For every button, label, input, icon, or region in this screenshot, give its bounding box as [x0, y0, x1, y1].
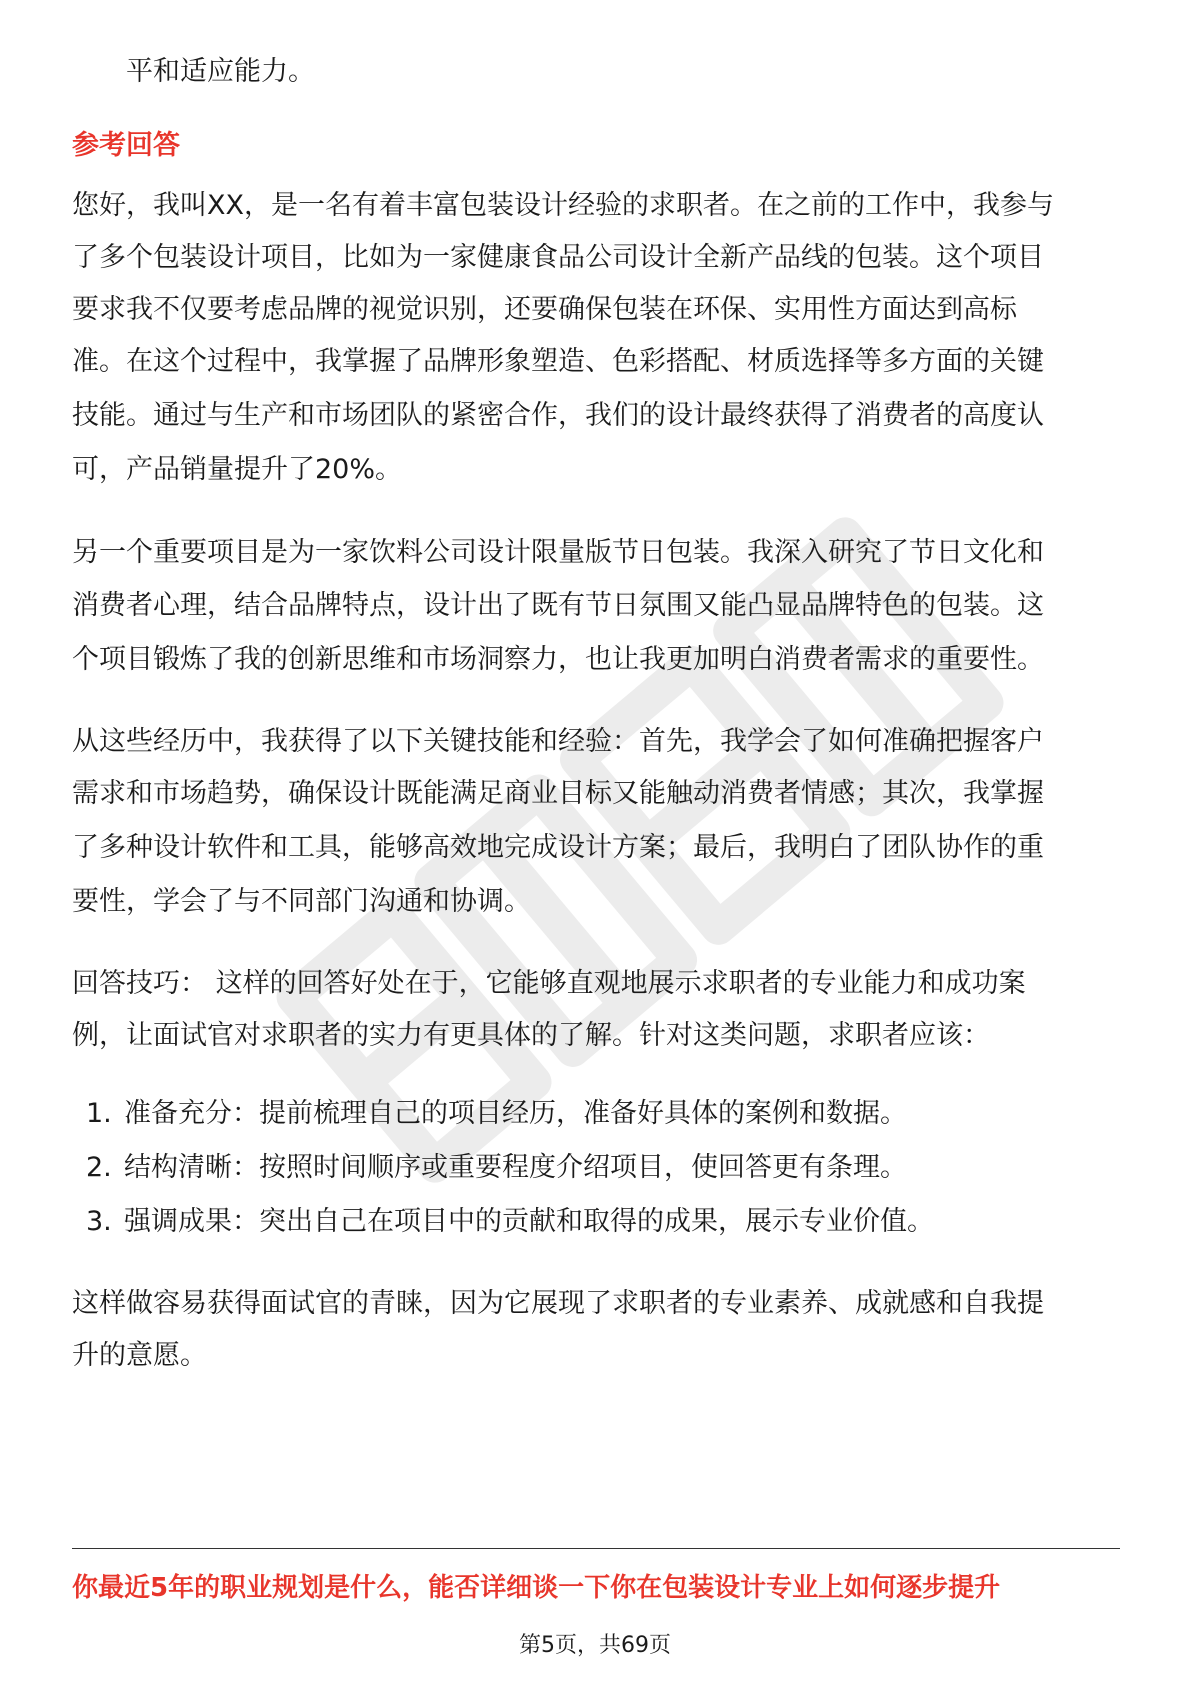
list-item	[86, 1194, 934, 1250]
paragraph-line: 个项目锻炼了我的创新思维和市场洞察力，也让我更加明白消费者需求的重要性。	[72, 644, 1044, 675]
paragraph-line: 回答技巧： 这样的回答好处在于，它能够直观地展示求职者的专业能力和成功案	[72, 968, 1026, 999]
paragraph-line: 升的意愿。	[72, 1340, 207, 1371]
paragraph-line: 需求和市场趋势，确保设计既能满足商业目标又能触动消费者情感；其次，我掌握	[72, 778, 1044, 809]
paragraph-line: 要性，学会了与不同部门沟通和协调。	[72, 886, 531, 917]
paragraph-line: 准。在这个过程中，我掌握了品牌形象塑造、色彩搭配、材质选择等多方面的关键	[72, 346, 1044, 377]
page-number-footer: 第5页，共69页	[519, 1633, 671, 1658]
paragraph-line: 例，让面试官对求职者的实力有更具体的了解。针对这类问题，求职者应该：	[72, 1020, 990, 1051]
paragraph-line: 这样做容易获得面试官的青睐，因为它展现了求职者的专业素养、成就感和自我提	[72, 1288, 1044, 1319]
list-text: 准备充分：提前梳理自己的项目经历，准备好具体的案例和数据。	[124, 1098, 907, 1129]
paragraph-line: 您好，我叫XX，是一名有着丰富包装设计经验的求职者。在之前的工作中，我参与	[72, 190, 1054, 221]
list-item	[86, 1140, 907, 1196]
list-number: 3.	[86, 1206, 112, 1237]
paragraph-line: 要求我不仅要考虑品牌的视觉识别，还要确保包装在环保、实用性方面达到高标	[72, 294, 1017, 325]
continuation-text: 平和适应能力。	[126, 56, 315, 87]
section-heading: 参考回答	[72, 130, 180, 161]
list-item	[86, 1086, 907, 1142]
paragraph-line: 了多个包装设计项目，比如为一家健康食品公司设计全新产品线的包装。这个项目	[72, 242, 1044, 273]
paragraph-line: 技能。通过与生产和市场团队的紧密合作，我们的设计最终获得了消费者的高度认	[72, 400, 1044, 431]
paragraph-line: 可，产品销量提升了20%。	[72, 454, 403, 485]
list-text: 强调成果：突出自己在项目中的贡献和取得的成果，展示专业价值。	[124, 1206, 934, 1237]
paragraph-line: 了多种设计软件和工具，能够高效地完成设计方案；最后，我明白了团队协作的重	[72, 832, 1044, 863]
list-number: 1.	[86, 1098, 112, 1129]
paragraph-line: 消费者心理，结合品牌特点，设计出了既有节日氛围又能凸显品牌特色的包装。这	[72, 590, 1044, 621]
next-question-heading: 你最近5年的职业规划是什么，能否详细谈一下你在包装设计专业上如何逐步提升	[72, 1573, 1001, 1603]
paragraph-line: 另一个重要项目是为一家饮料公司设计限量版节日包装。我深入研究了节日文化和	[72, 537, 1044, 568]
paragraph-line: 从这些经历中，我获得了以下关键技能和经验：首先，我学会了如何准确把握客户	[72, 726, 1044, 757]
list-text: 结构清晰：按照时间顺序或重要程度介绍项目，使回答更有条理。	[124, 1152, 907, 1183]
list-number: 2.	[86, 1152, 112, 1183]
section-divider	[72, 1548, 1120, 1549]
